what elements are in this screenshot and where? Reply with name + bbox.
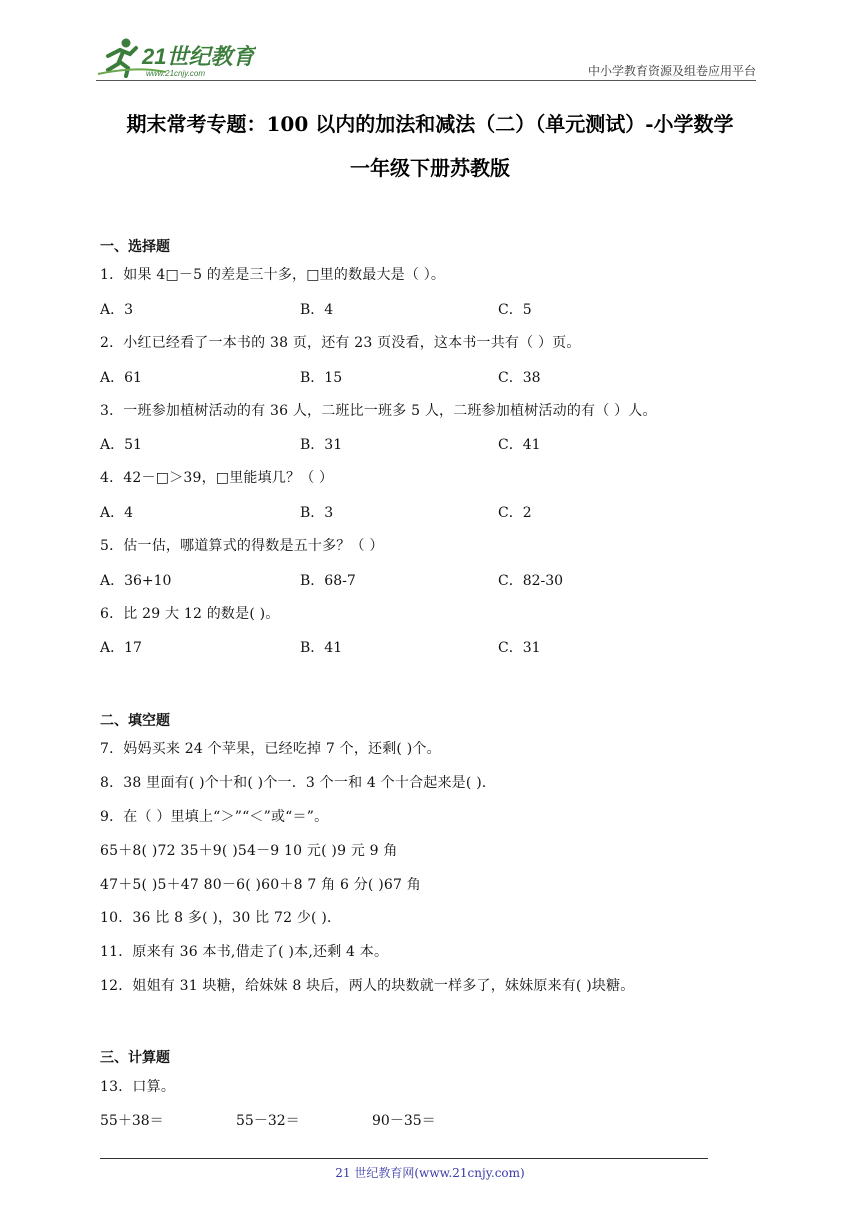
option-c: C．41: [498, 437, 541, 453]
option-b: B．31: [300, 437, 343, 453]
fill-line: 12．姐姐有 31 块糖，给妹妹 8 块后，两人的块数就一样多了，妹妹原来有( )块糖。: [100, 978, 635, 994]
question-text: 4．42－□＞39，□里能填几？（ ）: [100, 470, 334, 486]
logo-url-text: www.21cnjy.com: [146, 69, 205, 78]
section-heading-fill: 二、填空题: [100, 713, 170, 729]
header-platform-text: 中小学教育资源及组卷应用平台: [587, 64, 756, 78]
page-title-line2: 一年级下册苏教版: [350, 156, 510, 180]
option-a: A．51: [100, 437, 142, 453]
option-c: C．38: [498, 370, 541, 386]
section-heading-calc: 三、计算题: [100, 1050, 170, 1066]
calc-item: 55＋38＝: [100, 1113, 164, 1129]
option-c: C．5: [498, 302, 532, 318]
option-a: A．36+10: [100, 573, 172, 589]
question-text: 1．如果 4□－5 的差是三十多，□里的数最大是（ ）。: [100, 267, 446, 283]
question-text: 3．一班参加植树活动的有 36 人，二班比一班多 5 人，二班参加植树活动的有（ ）人。: [100, 403, 657, 419]
calc-item: 55－32＝: [236, 1113, 300, 1129]
runner-logo-icon: [96, 36, 256, 80]
option-b: B．41: [300, 640, 343, 656]
option-c: C．2: [498, 505, 532, 521]
footer-text: 21 世纪教育网(www.21cnjy.com): [335, 1166, 525, 1180]
fill-line: 10．36 比 8 多( )，30 比 72 少( )．: [100, 910, 342, 926]
page-title-line1: 期末常考专题：100 以内的加法和减法（二）（单元测试）-小学数学: [126, 112, 734, 136]
option-a: A．17: [100, 640, 142, 656]
fill-line: 7．妈妈买来 24 个苹果，已经吃掉 7 个，还剩( )个。: [100, 741, 441, 757]
option-b: B．15: [300, 370, 343, 386]
fill-line: 11．原来有 36 本书,借走了( )本,还剩 4 本。: [100, 944, 389, 960]
footer-divider: [100, 1158, 708, 1159]
question-text: 6．比 29 大 12 的数是( )。: [100, 606, 280, 622]
question-text: 2．小红已经看了一本书的 38 页，还有 23 页没看，这本书一共有（ ）页。: [100, 335, 581, 351]
option-a: A．61: [100, 370, 142, 386]
fill-line: 9．在（ ）里填上“＞”“＜”或“＝”。: [100, 809, 329, 825]
option-c: C．82-30: [498, 573, 564, 589]
option-b: B．68-7: [300, 573, 356, 589]
option-a: A．3: [100, 302, 134, 318]
option-b: B．4: [300, 302, 334, 318]
question-text: 5．估一估，哪道算式的得数是五十多？（ ）: [100, 538, 384, 554]
fill-line: 65＋8( )72 35＋9( )54－9 10 元( )9 元 9 角: [100, 843, 398, 859]
header-divider: [96, 80, 756, 81]
section-heading-choice: 一、选择题: [100, 239, 170, 255]
calc-item: 90－35＝: [372, 1113, 436, 1129]
fill-line: 47＋5( )5＋47 80－6( )60＋8 7 角 6 分( )67 角: [100, 877, 421, 893]
question-text: 13．口算。: [100, 1079, 176, 1095]
option-c: C．31: [498, 640, 541, 656]
logo-text: 21世纪教育: [142, 44, 255, 69]
fill-line: 8．38 里面有( )个十和( )个一．3 个一和 4 个十合起来是( )．: [100, 775, 497, 791]
option-b: B．3: [300, 505, 334, 521]
site-logo: [96, 36, 256, 80]
option-a: A．4: [100, 505, 134, 521]
